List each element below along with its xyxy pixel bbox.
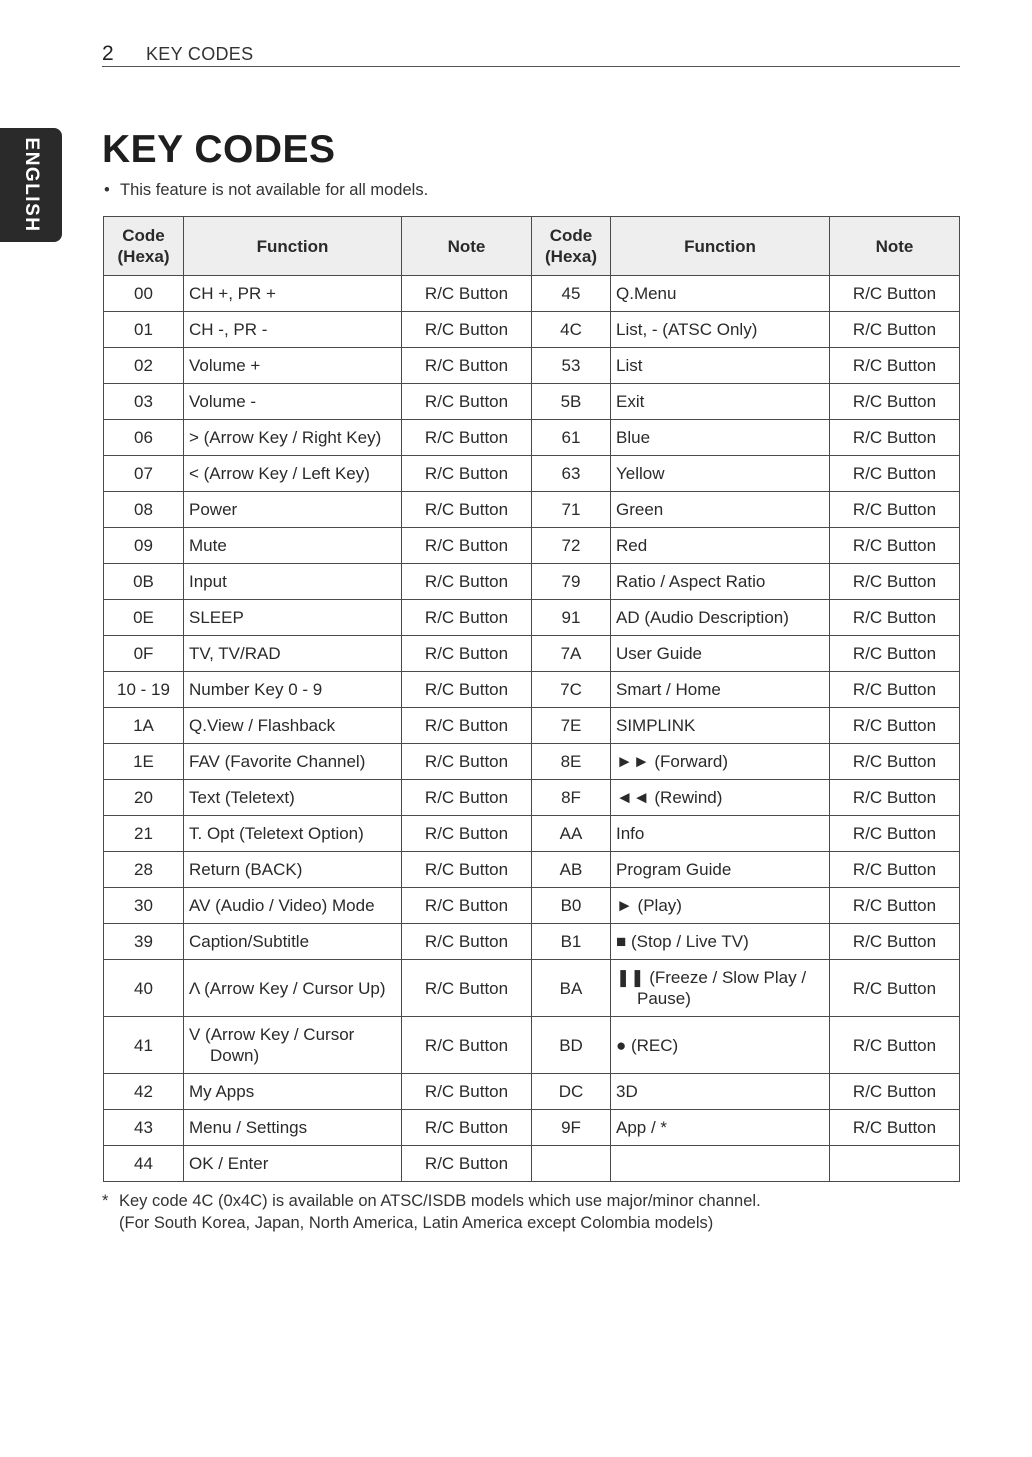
function-cell	[184, 420, 402, 456]
note-cell: R/C Button	[830, 1110, 960, 1146]
note-cell: R/C Button	[830, 348, 960, 384]
table-row	[104, 492, 960, 528]
note-cell: R/C Button	[830, 1074, 960, 1110]
function-text: 3D	[616, 1082, 638, 1101]
footnote-line-1: Key code 4C (0x4C) is available on ATSC/ISDB models which use major/minor channel.	[119, 1192, 761, 1210]
note-cell: R/C Button	[402, 276, 532, 312]
code-cell: 07	[104, 456, 184, 492]
note-cell: R/C Button	[830, 672, 960, 708]
function-cell	[184, 528, 402, 564]
note-cell: R/C Button	[830, 276, 960, 312]
function-text: List	[616, 356, 643, 375]
function-text: ► (Play)	[616, 896, 682, 915]
code-cell: 43	[104, 1110, 184, 1146]
note-cell: R/C Button	[830, 816, 960, 852]
code-cell: BD	[532, 1017, 611, 1074]
function-cell	[611, 312, 830, 348]
column-header-function: Function	[184, 217, 402, 276]
function-cell	[611, 816, 830, 852]
function-cell	[184, 888, 402, 924]
code-cell: 44	[104, 1146, 184, 1182]
function-text: Program Guide	[616, 860, 732, 879]
note-cell: R/C Button	[830, 564, 960, 600]
function-cell	[184, 708, 402, 744]
table-row	[104, 276, 960, 312]
footnote	[102, 1190, 761, 1234]
code-cell: 8E	[532, 744, 611, 780]
function-cell	[184, 816, 402, 852]
column-header-function: Function	[611, 217, 830, 276]
note-cell: R/C Button	[830, 492, 960, 528]
code-cell: 39	[104, 924, 184, 960]
function-text: FAV (Favorite Channel)	[189, 752, 366, 771]
function-cell	[611, 1146, 830, 1182]
function-cell	[611, 456, 830, 492]
note-cell: R/C Button	[402, 456, 532, 492]
function-text: CH +, PR +	[189, 284, 276, 303]
table-body	[104, 276, 960, 1182]
table-row	[104, 708, 960, 744]
function-text: ►► (Forward)	[616, 752, 729, 771]
page-title: KEY CODES	[102, 128, 336, 171]
function-cell	[184, 1110, 402, 1146]
code-cell	[532, 1146, 611, 1182]
code-cell: 5B	[532, 384, 611, 420]
function-cell	[184, 780, 402, 816]
note-cell: R/C Button	[402, 312, 532, 348]
note-cell: R/C Button	[402, 1074, 532, 1110]
note-cell: R/C Button	[830, 600, 960, 636]
code-cell: 8F	[532, 780, 611, 816]
table-row	[104, 1017, 960, 1074]
code-cell: 7E	[532, 708, 611, 744]
footnote-asterisk: *	[102, 1192, 109, 1210]
note-cell: R/C Button	[402, 888, 532, 924]
function-cell	[184, 924, 402, 960]
function-text: Power	[189, 500, 238, 519]
function-cell	[611, 420, 830, 456]
function-text: TV, TV/RAD	[189, 644, 281, 663]
table-row	[104, 564, 960, 600]
note-cell: R/C Button	[402, 420, 532, 456]
note-cell: R/C Button	[830, 528, 960, 564]
column-header-note: Note	[830, 217, 960, 276]
function-text: CH -, PR -	[189, 320, 268, 339]
function-cell	[611, 600, 830, 636]
table-row	[104, 852, 960, 888]
code-cell: B1	[532, 924, 611, 960]
function-text: Volume -	[189, 392, 257, 411]
function-text: V (Arrow Key / Cursor Down)	[189, 1025, 355, 1065]
table-row	[104, 312, 960, 348]
function-text: AD (Audio Description)	[616, 608, 789, 627]
table-row	[104, 888, 960, 924]
function-text: User Guide	[616, 644, 702, 663]
code-cell: 21	[104, 816, 184, 852]
code-cell: B0	[532, 888, 611, 924]
function-cell	[611, 384, 830, 420]
function-text: Info	[616, 824, 645, 843]
note-cell	[830, 1146, 960, 1182]
code-cell: 06	[104, 420, 184, 456]
function-text: Smart / Home	[616, 680, 721, 699]
code-cell: 30	[104, 888, 184, 924]
note-cell: R/C Button	[830, 384, 960, 420]
function-cell	[611, 636, 830, 672]
code-cell: 61	[532, 420, 611, 456]
code-cell: 45	[532, 276, 611, 312]
note-cell: R/C Button	[830, 456, 960, 492]
code-cell: 63	[532, 456, 611, 492]
running-section-title: KEY CODES	[146, 44, 254, 64]
code-cell: 91	[532, 600, 611, 636]
note-cell: R/C Button	[402, 852, 532, 888]
code-cell: 03	[104, 384, 184, 420]
code-cell: 41	[104, 1017, 184, 1074]
note-cell: R/C Button	[830, 312, 960, 348]
function-cell	[611, 1017, 830, 1074]
code-cell: 0E	[104, 600, 184, 636]
function-cell	[184, 384, 402, 420]
function-text: Number Key 0 - 9	[189, 680, 323, 699]
note-cell: R/C Button	[830, 708, 960, 744]
code-cell: 08	[104, 492, 184, 528]
function-cell	[184, 312, 402, 348]
code-cell: 72	[532, 528, 611, 564]
function-text: List, - (ATSC Only)	[616, 320, 758, 339]
function-cell	[184, 1017, 402, 1074]
code-cell: 01	[104, 312, 184, 348]
code-cell: 28	[104, 852, 184, 888]
table-row	[104, 780, 960, 816]
table-row	[104, 528, 960, 564]
code-cell: 71	[532, 492, 611, 528]
function-text: Green	[616, 500, 664, 519]
note-cell: R/C Button	[402, 780, 532, 816]
column-header-code: Code (Hexa)	[532, 217, 611, 276]
code-cell: 7C	[532, 672, 611, 708]
function-cell	[184, 348, 402, 384]
table-row	[104, 924, 960, 960]
function-text: Volume +	[189, 356, 261, 375]
function-cell	[611, 1110, 830, 1146]
table-row	[104, 600, 960, 636]
function-cell	[184, 636, 402, 672]
code-cell: BA	[532, 960, 611, 1017]
code-cell: 53	[532, 348, 611, 384]
code-cell: 10 - 19	[104, 672, 184, 708]
function-cell	[611, 708, 830, 744]
function-text: Q.View / Flashback	[189, 716, 336, 735]
function-cell	[611, 888, 830, 924]
table-header-row	[104, 217, 960, 276]
function-text: Caption/Subtitle	[189, 932, 310, 951]
function-text: Return (BACK)	[189, 860, 303, 879]
key-codes-table	[103, 216, 960, 1182]
function-cell	[611, 1074, 830, 1110]
function-cell	[611, 672, 830, 708]
note-cell: R/C Button	[830, 420, 960, 456]
function-text: ■ (Stop / Live TV)	[616, 932, 749, 951]
function-text: Λ (Arrow Key / Cursor Up)	[189, 978, 386, 998]
table-row	[104, 384, 960, 420]
column-header-note: Note	[402, 217, 532, 276]
note-cell: R/C Button	[402, 672, 532, 708]
code-cell: 09	[104, 528, 184, 564]
note-cell: R/C Button	[402, 564, 532, 600]
code-cell: 1A	[104, 708, 184, 744]
table-row	[104, 636, 960, 672]
function-cell	[184, 960, 402, 1017]
table-row	[104, 1146, 960, 1182]
function-text: AV (Audio / Video) Mode	[189, 896, 375, 915]
function-cell	[611, 492, 830, 528]
note-cell: R/C Button	[830, 780, 960, 816]
function-cell	[184, 492, 402, 528]
function-text: < (Arrow Key / Left Key)	[189, 464, 370, 483]
code-cell: AB	[532, 852, 611, 888]
function-cell	[184, 600, 402, 636]
function-text: SIMPLINK	[616, 716, 696, 735]
function-text: ❚❚ (Freeze / Slow Play / Pause)	[616, 968, 807, 1008]
note-cell: R/C Button	[830, 636, 960, 672]
table-row	[104, 744, 960, 780]
note-cell: R/C Button	[402, 636, 532, 672]
function-cell	[611, 348, 830, 384]
function-cell	[611, 528, 830, 564]
function-text: Red	[616, 536, 648, 555]
note-cell: R/C Button	[402, 348, 532, 384]
note-cell: R/C Button	[830, 1017, 960, 1074]
function-cell	[611, 276, 830, 312]
table-row	[104, 672, 960, 708]
function-cell	[611, 924, 830, 960]
note-cell: R/C Button	[402, 492, 532, 528]
code-cell: 42	[104, 1074, 184, 1110]
function-cell	[611, 564, 830, 600]
function-text: Q.Menu	[616, 284, 677, 303]
table-row	[104, 1110, 960, 1146]
note-cell: R/C Button	[402, 960, 532, 1017]
function-text: Mute	[189, 536, 227, 555]
note-cell: R/C Button	[402, 924, 532, 960]
code-cell: 79	[532, 564, 611, 600]
function-text: Ratio / Aspect Ratio	[616, 572, 766, 591]
function-cell	[184, 456, 402, 492]
table-row	[104, 348, 960, 384]
note-cell: R/C Button	[402, 528, 532, 564]
function-cell	[184, 276, 402, 312]
footnote-line-2: (For South Korea, Japan, North America, Latin America except Colombia models)	[119, 1214, 714, 1232]
page-number: 2	[102, 42, 114, 65]
function-cell	[184, 672, 402, 708]
code-cell: 7A	[532, 636, 611, 672]
function-text: Menu / Settings	[189, 1118, 308, 1137]
feature-note-text: This feature is not available for all models.	[120, 181, 429, 199]
code-cell: DC	[532, 1074, 611, 1110]
table-row	[104, 420, 960, 456]
function-cell	[611, 960, 830, 1017]
note-cell: R/C Button	[402, 384, 532, 420]
function-cell	[611, 852, 830, 888]
note-cell: R/C Button	[402, 1017, 532, 1074]
function-text: T. Opt (Teletext Option)	[189, 824, 364, 843]
code-cell: 02	[104, 348, 184, 384]
note-cell: R/C Button	[830, 852, 960, 888]
code-cell: 0F	[104, 636, 184, 672]
note-cell: R/C Button	[830, 744, 960, 780]
function-cell	[184, 852, 402, 888]
function-text: OK / Enter	[189, 1154, 269, 1173]
note-cell: R/C Button	[830, 924, 960, 960]
table-row	[104, 960, 960, 1017]
function-cell	[184, 1146, 402, 1182]
function-text: Yellow	[616, 464, 665, 483]
column-header-code: Code (Hexa)	[104, 217, 184, 276]
function-cell	[184, 564, 402, 600]
code-cell: 9F	[532, 1110, 611, 1146]
function-cell	[611, 744, 830, 780]
page-header	[102, 40, 960, 67]
function-text: Exit	[616, 392, 645, 411]
table-row	[104, 456, 960, 492]
function-cell	[184, 1074, 402, 1110]
function-text: SLEEP	[189, 608, 244, 627]
note-cell: R/C Button	[830, 960, 960, 1017]
function-text: ● (REC)	[616, 1035, 679, 1055]
language-tab	[0, 128, 62, 242]
bullet-icon: •	[104, 181, 110, 199]
note-cell: R/C Button	[402, 708, 532, 744]
function-text: My Apps	[189, 1082, 255, 1101]
code-cell: 20	[104, 780, 184, 816]
table-row	[104, 816, 960, 852]
function-text: Input	[189, 572, 227, 591]
code-cell: 0B	[104, 564, 184, 600]
function-text: ◄◄ (Rewind)	[616, 788, 723, 807]
function-text: Blue	[616, 428, 651, 447]
function-text: Text (Teletext)	[189, 788, 295, 807]
function-cell	[611, 780, 830, 816]
feature-note	[104, 181, 428, 200]
note-cell: R/C Button	[830, 888, 960, 924]
function-cell	[184, 744, 402, 780]
function-text: App / *	[616, 1118, 668, 1137]
code-cell: AA	[532, 816, 611, 852]
code-cell: 00	[104, 276, 184, 312]
note-cell: R/C Button	[402, 816, 532, 852]
note-cell: R/C Button	[402, 1146, 532, 1182]
function-text: > (Arrow Key / Right Key)	[189, 428, 382, 447]
code-cell: 1E	[104, 744, 184, 780]
code-cell: 4C	[532, 312, 611, 348]
note-cell: R/C Button	[402, 744, 532, 780]
note-cell: R/C Button	[402, 600, 532, 636]
code-cell: 40	[104, 960, 184, 1017]
note-cell: R/C Button	[402, 1110, 532, 1146]
table-row	[104, 1074, 960, 1110]
language-tab-label: ENGLISH	[21, 137, 42, 233]
